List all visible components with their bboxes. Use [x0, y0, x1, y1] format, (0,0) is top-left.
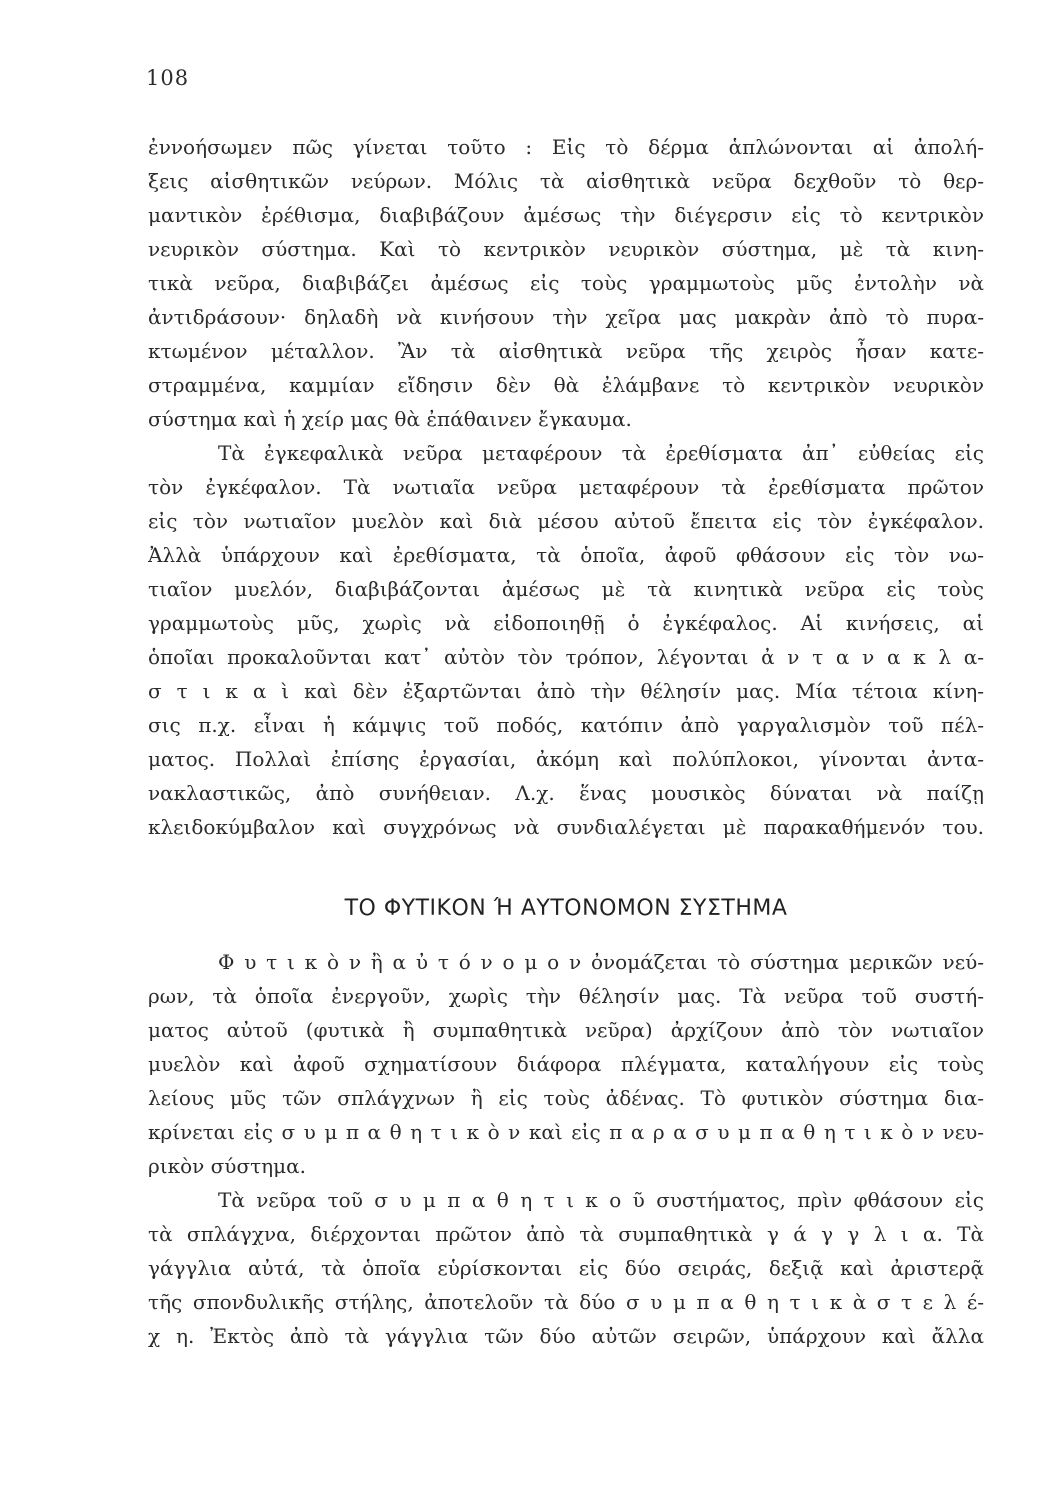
text-line: κρίνεται εἰς σ υ μ π α θ η τ ι κ ὸ ν καὶ εἰς π α ρ α σ υ μ π α θ η τ ι κ ὸ ν νευ- — [148, 1120, 984, 1144]
text-line: χ η. Ἐκτὸς ἀπὸ τὰ γάγγλια τῶν δύο αὐτῶν σειρῶν, ὑπάρχουν καὶ ἄλλα — [148, 1324, 984, 1348]
body-text-bottom — [148, 945, 984, 1353]
text-line: ματος αὐτοῦ (φυτικὰ ἢ συμπαθητικὰ νεῦρα) ἀρχίζουν ἀπὸ τὸν νωτιαῖον — [148, 1018, 984, 1042]
text-line: ματος. Πολλαὶ ἐπίσης ἐργασίαι, ἀκόμη καὶ πολύπλοκοι, γίνονται ἀντα- — [148, 747, 984, 771]
text-line: μαντικὸν ἐρέθισμα, διαβιβάζουν ἀμέσως τὴν διέγερσιν εἰς τὸ κεντρικὸν — [148, 203, 984, 227]
text-line: ρικὸν σύστημα. — [148, 1154, 307, 1178]
paragraph-3 — [148, 945, 984, 1183]
text-line: λείους μῦς τῶν σπλάγχνων ἢ εἰς τοὺς ἀδένας. Τὸ φυτικὸν σύστημα δια- — [148, 1086, 984, 1110]
text-line: ἐννοήσωμεν πῶς γίνεται τοῦτο : Εἰς τὸ δέρμα ἁπλώνονται αἱ ἀπολή- — [148, 135, 984, 159]
text-line: Τὰ νεῦρα τοῦ σ υ μ π α θ η τ ι κ ο ῦ συστήματος, πρὶν φθάσουν εἰς — [218, 1188, 984, 1212]
text-line: σ τ ι κ α ὶ καὶ δὲν ἐξαρτῶνται ἀπὸ τὴν θέλησίν μας. Μία τέτοια κίνη- — [148, 679, 984, 703]
text-line: ὁποῖαι προκαλοῦνται κατ᾽ αὐτὸν τὸν τρόπον, λέγονται ἀ ν τ α ν α κ λ α- — [148, 645, 984, 669]
text-line: γραμμωτοὺς μῦς, χωρὶς νὰ εἰδοποιηθῇ ὁ ἐγκέφαλος. Αἱ κινήσεις, αἱ — [148, 611, 984, 635]
body-text-top — [148, 130, 984, 844]
paragraph-4 — [148, 1183, 984, 1353]
text-line: ἀντιδράσουν· δηλαδὴ νὰ κινήσουν τὴν χεῖρα μας μακρὰν ἀπὸ τὸ πυρα- — [148, 305, 984, 329]
text-line: νακλαστικῶς, ἀπὸ συνήθειαν. Λ.χ. ἕνας μουσικὸς δύναται νὰ παίζῃ — [148, 781, 984, 805]
text-line: Τὰ ἐγκεφαλικὰ νεῦρα μεταφέρουν τὰ ἐρεθίσματα ἀπ᾽ εὐθείας εἰς — [218, 441, 984, 465]
text-line: σύστημα καὶ ἡ χείρ μας θὰ ἐπάθαινεν ἔγκαυμα. — [148, 407, 632, 431]
text-line: στραμμένα, καμμίαν εἴδησιν δὲν θὰ ἐλάμβανε τὸ κεντρικὸν νευρικὸν — [148, 373, 984, 397]
paragraph-2 — [148, 436, 984, 844]
text-line: κτωμένον μέταλλον. Ἂν τὰ αἰσθητικὰ νεῦρα τῆς χειρὸς ἦσαν κατε- — [148, 339, 984, 363]
text-line: τιαῖον μυελόν, διαβιβάζονται ἀμέσως μὲ τὰ κινητικὰ νεῦρα εἰς τοὺς — [148, 577, 984, 601]
text-line: μυελὸν καὶ ἀφοῦ σχηματίσουν διάφορα πλέγματα, καταλήγουν εἰς τοὺς — [148, 1052, 984, 1076]
text-line: τὸν ἐγκέφαλον. Τὰ νωτιαῖα νεῦρα μεταφέρουν τὰ ἐρεθίσματα πρῶτον — [148, 475, 984, 499]
text-line: τὰ σπλάγχνα, διέρχονται πρῶτον ἀπὸ τὰ συμπαθητικὰ γ ά γ γ λ ι α. Τὰ — [148, 1222, 984, 1246]
paragraph-1 — [148, 130, 984, 436]
text-line: τῆς σπονδυλικῆς στήλης, ἀποτελοῦν τὰ δύο σ υ μ π α θ η τ ι κ ὰ σ τ ε λ έ- — [148, 1290, 984, 1314]
text-line: Ἀλλὰ ὑπάρχουν καὶ ἐρεθίσματα, τὰ ὁποῖα, ἀφοῦ φθάσουν εἰς τὸν νω- — [148, 543, 984, 567]
text-line: γάγγλια αὐτά, τὰ ὁποῖα εὑρίσκονται εἰς δύο σειράς, δεξιᾷ καὶ ἀριστερᾷ — [148, 1256, 984, 1280]
text-line: Φ υ τ ι κ ὸ ν ἢ α ὐ τ ό ν ο μ ο ν ὀνομάζεται τὸ σύστημα μερικῶν νεύ- — [218, 950, 984, 974]
text-line: σις π.χ. εἶναι ἡ κάμψις τοῦ ποδός, κατόπιν ἀπὸ γαργαλισμὸν τοῦ πέλ- — [148, 713, 984, 737]
text-line: νευρικὸν σύστημα. Καὶ τὸ κεντρικὸν νευρικὸν σύστημα, μὲ τὰ κινη- — [148, 237, 984, 261]
text-line: ρων, τὰ ὁποῖα ἐνεργοῦν, χωρὶς τὴν θέλησίν μας. Τὰ νεῦρα τοῦ συστή- — [148, 984, 984, 1008]
page-number: 108 — [146, 66, 190, 90]
section-heading: ΤΟ ΦΥΤΙΚΟΝ Ή ΑΥΤΟΝΟΜΟΝ ΣΥΣΤΗΜΑ — [344, 896, 788, 921]
text-line: ξεις αἰσθητικῶν νεύρων. Μόλις τὰ αἰσθητικὰ νεῦρα δεχθοῦν τὸ θερ- — [148, 169, 984, 193]
text-line: τικὰ νεῦρα, διαβιβάζει ἀμέσως εἰς τοὺς γραμμωτοὺς μῦς ἐντολὴν νὰ — [148, 271, 984, 295]
text-line: εἰς τὸν νωτιαῖον μυελὸν καὶ διὰ μέσου αὐτοῦ ἔπειτα εἰς τὸν ἐγκέφαλον. — [148, 509, 984, 533]
text-line: κλειδοκύμβαλον καὶ συγχρόνως νὰ συνδιαλέγεται μὲ παρακαθήμενόν του. — [148, 815, 984, 839]
